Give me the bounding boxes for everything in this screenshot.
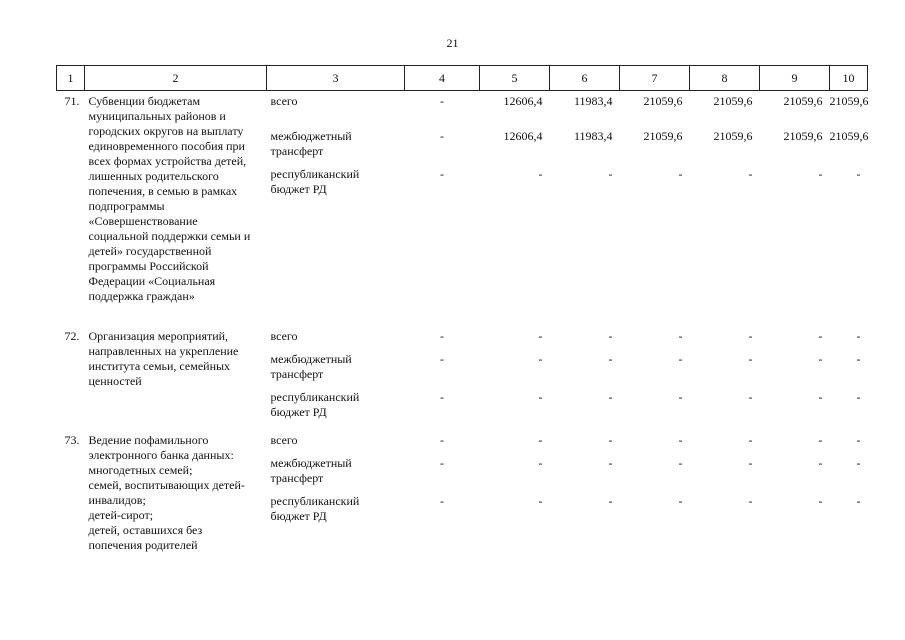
value: - <box>538 456 543 470</box>
value: 21059,6 <box>783 94 823 108</box>
subrow-spacer <box>760 109 823 129</box>
description-line: всех формах устройства детей, <box>88 154 247 168</box>
funding-source <box>271 329 405 344</box>
funding-source-line: всего <box>270 329 298 343</box>
value: 21059,6 <box>713 94 753 108</box>
value: - <box>678 494 683 508</box>
subrow-spacer <box>620 448 683 456</box>
value-block <box>830 494 861 524</box>
value: - <box>608 390 613 404</box>
value-block <box>480 390 543 420</box>
value: - <box>608 494 613 508</box>
description-line: института семьи, семейных <box>88 359 231 373</box>
description-line: единовременного пособия при <box>88 139 245 153</box>
value-block <box>480 456 543 486</box>
value: - <box>818 456 823 470</box>
row-description <box>85 430 267 553</box>
description-line: «Совершенствование <box>88 214 198 228</box>
funding-source-line: межбюджетный <box>270 352 352 366</box>
funding-source <box>271 456 405 486</box>
value-cell-col-10 <box>830 430 868 553</box>
value: - <box>440 494 444 508</box>
row-spacer <box>57 420 868 430</box>
subrow-spacer <box>480 448 543 456</box>
description-line: Субвенции бюджетам <box>88 94 201 108</box>
value-block <box>690 329 753 344</box>
description-line: электронного банка данных: <box>88 448 234 462</box>
value-block <box>550 167 613 197</box>
subrow-spacer <box>620 159 683 167</box>
subrow-spacer <box>620 382 683 390</box>
value: 21059,6 <box>783 129 823 143</box>
value-block <box>690 433 753 448</box>
funding-source-line: трансферт <box>270 471 324 485</box>
value-block <box>690 94 753 109</box>
subrow-spacer <box>405 109 480 129</box>
subrow-spacer <box>620 109 683 129</box>
description-line: семей, воспитывающих детей- <box>88 478 245 492</box>
subrow-spacer <box>550 486 613 494</box>
value-cell-col-7 <box>620 326 690 420</box>
value-cell-col-9 <box>760 326 830 420</box>
value: - <box>678 352 683 366</box>
col-header-9: 9 <box>760 66 830 91</box>
value-block <box>405 94 480 109</box>
value-block <box>480 494 543 524</box>
subrow-spacer <box>480 486 543 494</box>
row-number: 73. <box>64 433 80 447</box>
value: - <box>818 390 823 404</box>
value-block <box>829 129 869 159</box>
value: 21059,6 <box>643 94 683 108</box>
description-line: Федерации «Социальная <box>88 274 216 288</box>
col-header-3: 3 <box>267 66 405 91</box>
funding-source-line: республиканский <box>270 167 360 181</box>
col-header-4: 4 <box>405 66 480 91</box>
value: 21059,6 <box>643 129 683 143</box>
value-block <box>620 129 683 159</box>
description-line: детей» государственной <box>88 244 212 258</box>
value-cell-col-6 <box>550 326 620 420</box>
value-block <box>690 129 753 159</box>
value-block <box>550 433 613 448</box>
value: 11983,4 <box>573 94 613 108</box>
value-block <box>830 456 861 486</box>
subrow-spacer <box>271 109 405 129</box>
value: - <box>818 167 823 181</box>
description-line: Организация мероприятий, <box>88 329 229 343</box>
value-cell-col-5 <box>480 326 550 420</box>
value-cell-col-8 <box>690 430 760 553</box>
description-line: ценностей <box>88 374 142 388</box>
value-block <box>830 329 861 344</box>
row-number: 71. <box>64 94 80 108</box>
subrow-spacer <box>830 448 861 456</box>
value-cell-col-5 <box>480 91 550 305</box>
value-block <box>550 352 613 382</box>
value-cell-col-7 <box>620 430 690 553</box>
subrow-spacer <box>405 382 480 390</box>
funding-source-line: республиканский <box>270 390 360 404</box>
value-block <box>830 167 861 197</box>
value-block <box>480 352 543 382</box>
value-block <box>405 129 480 159</box>
value-cell-col-9 <box>760 430 830 553</box>
value-block <box>830 433 861 448</box>
value-block <box>480 94 543 109</box>
value: - <box>678 456 683 470</box>
row-description <box>85 91 267 305</box>
col-header-1: 1 <box>57 66 85 91</box>
subrow-spacer <box>760 448 823 456</box>
description-line: социальной поддержки семьи и <box>88 229 251 243</box>
value-cell-col-8 <box>690 91 760 305</box>
subrow-spacer <box>830 382 861 390</box>
value-block <box>829 94 869 109</box>
program-table <box>56 65 868 553</box>
funding-source-cell <box>267 430 405 553</box>
value-block <box>480 167 543 197</box>
subrow-spacer <box>760 382 823 390</box>
row-spacer-cell <box>57 304 868 326</box>
subrow-spacer <box>830 109 861 129</box>
value: 21059,6 <box>829 129 869 143</box>
funding-source <box>271 167 405 197</box>
subrow-spacer <box>480 159 543 167</box>
subrow-spacer <box>620 344 683 352</box>
value-block <box>620 433 683 448</box>
value: - <box>440 94 444 108</box>
value: - <box>678 329 683 343</box>
value-block <box>620 167 683 197</box>
funding-source-line: межбюджетный <box>270 456 352 470</box>
row-spacer <box>57 304 868 326</box>
funding-source-cell <box>267 91 405 305</box>
description-line: детей, оставшихся без <box>88 523 203 537</box>
subrow-spacer <box>405 159 480 167</box>
value: - <box>678 167 683 181</box>
value: 12606,4 <box>503 129 543 143</box>
subrow-spacer <box>550 109 613 129</box>
subrow-spacer <box>690 486 753 494</box>
value: - <box>440 129 444 143</box>
subrow-spacer <box>271 382 405 390</box>
value-block <box>690 494 753 524</box>
value-block <box>550 129 613 159</box>
value-block <box>405 329 480 344</box>
value: - <box>608 433 613 447</box>
value: - <box>608 456 613 470</box>
value: - <box>748 433 753 447</box>
value: - <box>440 456 444 470</box>
value: - <box>856 167 861 181</box>
value-block <box>830 352 861 382</box>
subrow-spacer <box>690 448 753 456</box>
funding-source-line: всего <box>270 433 298 447</box>
value-block <box>760 167 823 197</box>
value: - <box>748 167 753 181</box>
value: - <box>538 494 543 508</box>
value-block <box>405 390 480 420</box>
funding-source <box>271 494 405 524</box>
description-line: Ведение пофамильного <box>88 433 209 447</box>
table-body <box>57 91 868 554</box>
value: - <box>678 433 683 447</box>
col-header-8: 8 <box>690 66 760 91</box>
subrow-spacer <box>480 109 543 129</box>
value-block <box>760 390 823 420</box>
value-block <box>620 390 683 420</box>
value-cell-col-6 <box>550 91 620 305</box>
value: - <box>856 390 861 404</box>
funding-source <box>271 390 405 420</box>
value-block <box>760 129 823 159</box>
col-header-6: 6 <box>550 66 620 91</box>
value: 11983,4 <box>573 129 613 143</box>
value: - <box>608 329 613 343</box>
value-cell-col-4 <box>405 430 480 553</box>
funding-source-cell <box>267 326 405 420</box>
row-description <box>85 326 267 420</box>
value-block <box>550 390 613 420</box>
value-block <box>620 352 683 382</box>
description-line: муниципальных районов и <box>88 109 226 123</box>
value-cell-col-9 <box>760 91 830 305</box>
description-line: многодетных семей; <box>88 463 193 477</box>
subrow-spacer <box>405 486 480 494</box>
funding-source-line: республиканский <box>270 494 360 508</box>
value: - <box>608 352 613 366</box>
value: - <box>608 167 613 181</box>
value: - <box>440 167 444 181</box>
value: - <box>678 390 683 404</box>
funding-source-line: межбюджетный <box>270 129 352 143</box>
value: - <box>440 352 444 366</box>
value: - <box>818 494 823 508</box>
subrow-spacer <box>550 382 613 390</box>
page-number: 21 <box>446 36 459 50</box>
value-block <box>760 94 823 109</box>
value: - <box>440 433 444 447</box>
value-block <box>690 390 753 420</box>
value-block <box>760 494 823 524</box>
table-row <box>57 91 868 305</box>
description-line: попечения родителей <box>88 538 198 552</box>
subrow-spacer <box>690 382 753 390</box>
value-block <box>830 390 861 420</box>
subrow-spacer <box>830 486 861 494</box>
value: - <box>748 390 753 404</box>
value: - <box>748 494 753 508</box>
value: - <box>818 352 823 366</box>
value: - <box>748 456 753 470</box>
funding-source <box>271 433 405 448</box>
value: 21059,6 <box>829 94 869 108</box>
value-block <box>480 129 543 159</box>
value: - <box>440 329 444 343</box>
subrow-spacer <box>690 344 753 352</box>
value-block <box>405 352 480 382</box>
value: - <box>748 352 753 366</box>
subrow-spacer <box>620 486 683 494</box>
value-block <box>405 167 480 197</box>
subrow-spacer <box>480 344 543 352</box>
value: 21059,6 <box>713 129 753 143</box>
value-block <box>480 433 543 448</box>
funding-source-line: бюджет РД <box>270 405 327 419</box>
subrow-spacer <box>690 159 753 167</box>
subrow-spacer <box>690 109 753 129</box>
value-cell-col-8 <box>690 326 760 420</box>
value: - <box>538 390 543 404</box>
value: - <box>856 494 861 508</box>
value: - <box>818 329 823 343</box>
subrow-spacer <box>760 159 823 167</box>
value: - <box>538 329 543 343</box>
value-block <box>690 167 753 197</box>
description-line: инвалидов; <box>88 493 146 507</box>
subrow-spacer <box>480 382 543 390</box>
description-line: детей-сирот; <box>88 508 154 522</box>
value: - <box>856 329 861 343</box>
col-header-5: 5 <box>480 66 550 91</box>
value-cell-col-4 <box>405 91 480 305</box>
funding-source <box>271 129 405 159</box>
value-block <box>405 433 480 448</box>
value-block <box>690 456 753 486</box>
value-cell-col-10 <box>830 91 868 305</box>
value-cell-col-7 <box>620 91 690 305</box>
col-header-7: 7 <box>620 66 690 91</box>
funding-source-line: трансферт <box>270 367 324 381</box>
value: 12606,4 <box>503 94 543 108</box>
value: - <box>538 167 543 181</box>
value-block <box>620 329 683 344</box>
value-block <box>620 94 683 109</box>
description-line: лишенных родительского <box>88 169 219 183</box>
subrow-spacer <box>760 344 823 352</box>
value-cell-col-5 <box>480 430 550 553</box>
subrow-spacer <box>271 448 405 456</box>
col-header-2: 2 <box>85 66 267 91</box>
subrow-spacer <box>271 159 405 167</box>
subrow-spacer <box>550 448 613 456</box>
value-block <box>480 329 543 344</box>
value-block <box>550 494 613 524</box>
row-number: 72. <box>64 329 80 343</box>
header-row <box>57 66 868 91</box>
subrow-spacer <box>550 344 613 352</box>
funding-source <box>271 94 405 109</box>
funding-source-line: бюджет РД <box>270 509 327 523</box>
value-block <box>550 456 613 486</box>
description-line: программы Российской <box>88 259 209 273</box>
table-row <box>57 430 868 553</box>
value: - <box>748 329 753 343</box>
subrow-spacer <box>405 344 480 352</box>
value-block <box>760 456 823 486</box>
value-block <box>760 352 823 382</box>
funding-source-line: всего <box>270 94 298 108</box>
value-block <box>405 494 480 524</box>
subrow-spacer <box>550 159 613 167</box>
subrow-spacer <box>405 448 480 456</box>
description-line: городских округов на выплату <box>88 124 244 138</box>
funding-source <box>271 352 405 382</box>
value-block <box>690 352 753 382</box>
value: - <box>538 352 543 366</box>
value: - <box>818 433 823 447</box>
value-cell-col-4 <box>405 326 480 420</box>
value-block <box>550 329 613 344</box>
description-line: попечения, в семью в рамках <box>88 184 238 198</box>
funding-source-line: трансферт <box>270 144 324 158</box>
funding-source-line: бюджет РД <box>270 182 327 196</box>
subrow-spacer <box>271 344 405 352</box>
description-line: направленных на укрепление <box>88 344 239 358</box>
value-block <box>620 456 683 486</box>
subrow-spacer <box>830 344 861 352</box>
row-spacer-cell <box>57 420 868 430</box>
value-block <box>550 94 613 109</box>
description-line: поддержка граждан» <box>88 289 195 303</box>
value: - <box>856 433 861 447</box>
subrow-spacer <box>830 159 861 167</box>
value: - <box>856 456 861 470</box>
value: - <box>440 390 444 404</box>
subrow-spacer <box>760 486 823 494</box>
col-header-10: 10 <box>830 66 868 91</box>
table-row <box>57 326 868 420</box>
description-line: подпрограммы <box>88 199 165 213</box>
value-block <box>405 456 480 486</box>
value: - <box>538 433 543 447</box>
subrow-spacer <box>271 486 405 494</box>
value-cell-col-10 <box>830 326 868 420</box>
value-block <box>760 433 823 448</box>
value-cell-col-6 <box>550 430 620 553</box>
value: - <box>856 352 861 366</box>
value-block <box>760 329 823 344</box>
value-block <box>620 494 683 524</box>
